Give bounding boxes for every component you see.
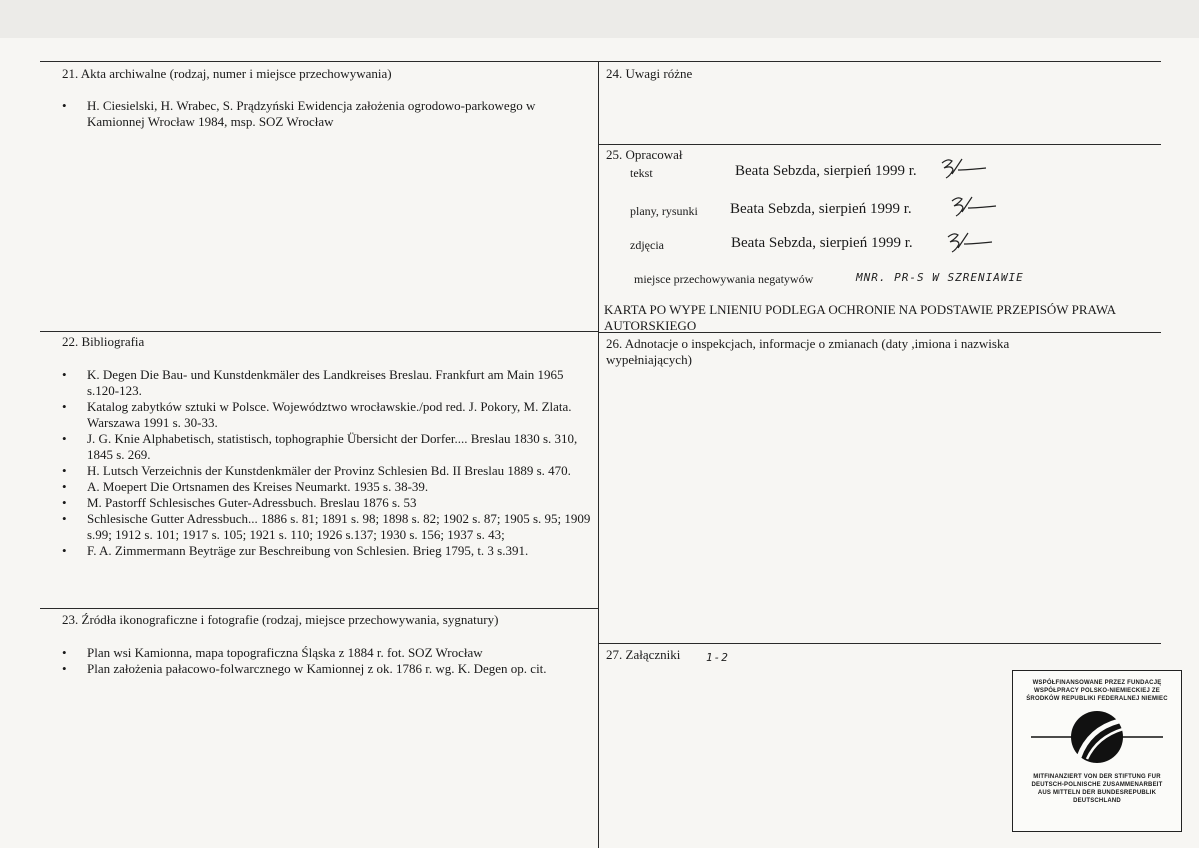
- foundation-logo-icon: [1027, 707, 1167, 767]
- signature-2: [950, 194, 1000, 218]
- section-21-list: [62, 98, 592, 130]
- section-23-heading: 23. Źródła ikonograficzne i fotografie (rodzaj, miejsce przechowywania, sygnatury): [62, 612, 499, 627]
- scan-top-margin: [0, 0, 1199, 39]
- prepared-photos-value: Beata Sebzda, sierpień 1999 r.: [731, 235, 913, 251]
- negatives-storage-value: MNR. PR-S W SZRENIAWIE: [856, 271, 1024, 284]
- stamp-text-german: MITFINANZIERT VON DER STIFTUNG FUR DEUTSCH-POLNISCHE ZUSAMMENARBEIT AUS MITTELN DER BUNDESREPUBLIK DEUTSCHLAND: [1031, 774, 1163, 804]
- divider-22-23: [40, 608, 598, 609]
- list-item: • H. Ciesielski, H. Wrabec, S. Prądzyński Ewidencja założenia ogrodowo-parkowego w Kamionnej Wrocław 1984, msp. SOZ Wrocław: [62, 98, 592, 130]
- list-item: • Plan założenia pałacowo-folwarcznego w Kamionnej z ok. 1786 r. wg. K. Degen op. cit.: [62, 661, 592, 677]
- section-22-heading: 22. Bibliografia: [62, 334, 145, 349]
- prepared-plans-label: plany, rysunki: [630, 204, 698, 218]
- prepared-text-label: tekst: [630, 166, 653, 180]
- list-item: • Plan wsi Kamionna, mapa topograficzna Śląska z 1884 r. fot. SOZ Wrocław: [62, 645, 592, 661]
- signature-1: [940, 156, 990, 180]
- bibliography-list: [62, 367, 592, 559]
- prepared-text-value: Beata Sebzda, sierpień 1999 r.: [735, 163, 917, 179]
- negatives-storage-label: miejsce przechowywania negatywów: [634, 272, 814, 286]
- list-item: • M. Pastorff Schlesisches Guter-Adressbuch. Breslau 1876 s. 53: [62, 495, 592, 511]
- divider-26-27: [599, 643, 1161, 644]
- list-item: • Katalog zabytków sztuki w Polsce. Województwo wrocławskie./pod red. J. Pokory, M. Zlata. Warszawa 1991 s. 30-33.: [62, 399, 592, 431]
- prepared-plans-value: Beata Sebzda, sierpień 1999 r.: [730, 201, 912, 217]
- funding-stamp: [1012, 670, 1182, 832]
- list-item: • J. G. Knie Alphabetisch, statistisch, tophographie Übersicht der Dorfer.... Breslau 1830 s. 310, 1845 s. 269.: [62, 431, 592, 463]
- section-27-heading: 27. Załączniki: [606, 647, 681, 662]
- divider-21-22: [40, 331, 598, 332]
- frame-top-line: [40, 61, 1161, 62]
- section-21-heading: 21. Akta archiwalne (rodzaj, numer i miejsce przechowywania): [62, 66, 392, 81]
- list-item: • F. A. Zimmermann Beyträge zur Beschreibung von Schlesien. Brieg 1795, t. 3 s.391.: [62, 543, 592, 559]
- divider-24-25: [599, 144, 1161, 145]
- list-item: • A. Moepert Die Ortsnamen des Kreises Neumarkt. 1935 s. 38-39.: [62, 479, 592, 495]
- signature-3: [946, 230, 996, 254]
- list-item: • H. Lutsch Verzeichnis der Kunstdenkmäler der Provinz Schlesien Bd. II Breslau 1889 s. 470.: [62, 463, 592, 479]
- column-divider: [598, 61, 599, 848]
- copyright-notice: KARTA PO WYPE LNIENIU PODLEGA OCHRONIE NA PODSTAWIE PRZEPISÓW PRAWA AUTORSKIEGO: [604, 302, 1116, 333]
- section-24-heading: 24. Uwagi różne: [606, 66, 693, 81]
- section-25-heading: 25. Opracował: [606, 147, 683, 162]
- list-item: • K. Degen Die Bau- und Kunstdenkmäler des Landkreises Breslau. Frankfurt am Main 1965 s.120-123.: [62, 367, 592, 399]
- section-26-heading: 26. Adnotacje o inspekcjach, informacje o zmianach (daty ,imiona i nazwiska wypełniających): [606, 336, 1010, 367]
- list-item: • Schlesische Gutter Adressbuch... 1886 s. 81; 1891 s. 98; 1898 s. 82; 1902 s. 87; 1905 s. 95; 1909 s.99; 1912 s. 101; 1917 s. 105; 1921 s. 110; 1926 s.137; 1930 s. 156; 1937 s. 43;: [62, 511, 592, 543]
- prepared-photos-label: zdjęcia: [630, 238, 664, 252]
- stamp-text-polish: WSPÓŁFINANSOWANE PRZEZ FUNDACJĘ WSPÓŁPRACY POLSKO-NIEMIECKIEJ ZE ŚRODKÓW REPUBLIKI FEDERALNEJ NIEMIEC: [1026, 680, 1168, 702]
- section-23-list: [62, 645, 592, 677]
- attachments-value: 1-2: [706, 651, 729, 664]
